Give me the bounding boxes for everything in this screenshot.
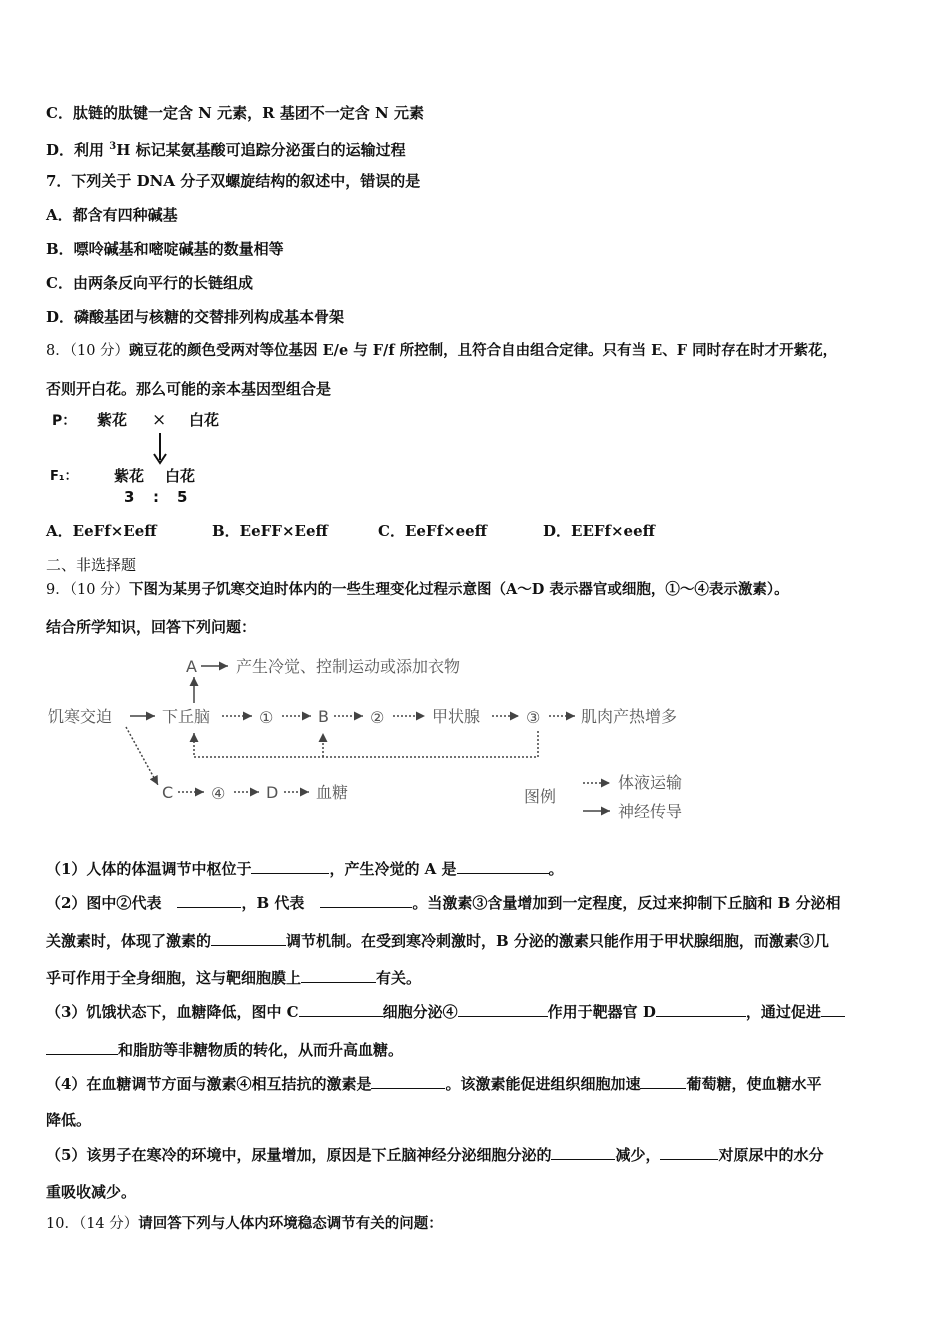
node-hypothalamus: 下丘脑 (162, 707, 211, 726)
cross-p-label: P： (52, 413, 77, 429)
node-d: D (266, 783, 279, 802)
q9-stem-line2: 结合所学知识，回答下列问题： (46, 618, 257, 636)
q8-option-a: A．EeFf×Eeff (46, 522, 157, 540)
q8-option-c: C．EeFf×eeff (378, 522, 487, 540)
q9-stem-line1: 9．（10 分）下图为某男子饥寒交迫时体内的一些生理变化过程示意图（A～D 表示器官或细胞，①～④表示激素）。 (46, 581, 789, 598)
q8-option-d: D．EEFf×eeff (543, 522, 655, 540)
cross-ratio-right: 5 (177, 488, 188, 506)
q9-sub2-line3: 乎可作用于全身细胞，这与靶细胞膜上 有关。 (46, 969, 422, 987)
answer-blank[interactable] (299, 1002, 383, 1017)
cross-p-purple: 紫花 (97, 411, 128, 429)
answer-blank[interactable] (371, 1074, 445, 1089)
node-thyroid: 甲状腺 (432, 707, 481, 726)
answer-blank[interactable] (46, 1040, 118, 1055)
answer-blank[interactable] (458, 1002, 548, 1017)
section-heading: 二、非选择题 (46, 556, 137, 574)
q7-option-c: C．由两条反向平行的长链组成 (46, 274, 253, 292)
hormone-4: ④ (211, 784, 226, 803)
answer-blank[interactable] (640, 1074, 686, 1089)
cross-f1-purple: 紫花 (114, 467, 145, 485)
cross-f1-white: 白花 (165, 467, 196, 485)
node-b: B (318, 707, 329, 726)
hormone-1: ① (259, 708, 274, 727)
answer-blank[interactable] (821, 1002, 845, 1017)
q6-option-c: C．肽链的肽键一定含 N 元素，R 基团不一定含 N 元素 (46, 104, 424, 122)
q7-option-d: D．磷酸基团与核糖的交替排列构成基本骨架 (46, 308, 345, 326)
q6-option-d: D．利用 $^3$H 标记某氨基酸可追踪分泌蛋白的运输过程 (46, 141, 406, 159)
q7-stem: 7．下列关于 DNA 分子双螺旋结构的叙述中，错误的是 (46, 172, 421, 190)
q8-stem-line2: 否则开白花。那么可能的亲本基因型组合是 (46, 380, 332, 398)
q9-sub5-line2: 重吸收减少。 (46, 1183, 137, 1201)
hormone-3: ③ (526, 708, 541, 727)
q9-sub2-line1: （2）图中②代表 ，B 代表 。当激素③含量增加到一定程度，反过来抑制下丘脑和 B 分泌相 (46, 894, 841, 912)
node-c: C (162, 783, 174, 802)
q7-option-b: B．嘌呤碱基和嘧啶碱基的数量相等 (46, 240, 284, 258)
cross-ratio-left: 3 (124, 488, 135, 506)
answer-blank[interactable] (301, 968, 376, 983)
q9-sub4-line1: （4）在血糖调节方面与激素④相互拮抗的激素是 。该激素能促进组织细胞加速 葡萄糖，使血糖水平 (46, 1075, 822, 1093)
answer-blank[interactable] (551, 1145, 615, 1160)
answer-blank[interactable] (660, 1145, 718, 1160)
hormone-2: ② (370, 708, 385, 727)
q9-regulation-diagram (0, 645, 950, 835)
answer-blank[interactable] (251, 859, 329, 874)
answer-blank[interactable] (320, 893, 412, 908)
q7-option-a: A．都含有四种碱基 (46, 206, 178, 224)
cross-times-sign: × (152, 410, 167, 430)
q8-stem-line1: 8．（10 分）豌豆花的颜色受两对等位基因 E/e 与 F/f 所控制，且符合自由组合定律。只有当 E、F 同时存在时才开紫花， (46, 342, 838, 359)
cross-ratio-colon: : (153, 488, 159, 506)
answer-blank[interactable] (656, 1002, 746, 1017)
q9-sub5-line1: （5）该男子在寒冷的环境中，尿量增加，原因是下丘脑神经分泌细胞分泌的 减少， 对原尿中的水分 (46, 1146, 824, 1164)
q10-stem: 10．（14 分）请回答下列与人体内环境稳态调节有关的问题： (46, 1215, 443, 1232)
a-result: 产生冷觉、控制运动或添加衣物 (236, 657, 461, 676)
q9-sub1: （1）人体的体温调节中枢位于 ，产生冷觉的 A 是 。 (46, 860, 564, 878)
answer-blank[interactable] (211, 931, 286, 946)
node-start: 饥寒交迫 (48, 707, 113, 726)
q9-sub3-line1: （3）饥饿状态下，血糖降低，图中 C 细胞分泌④ 作用于靶器官 D ，通过促进 (46, 1002, 845, 1022)
node-glucose: 血糖 (316, 783, 349, 802)
node-muscle: 肌肉产热增多 (581, 707, 678, 726)
node-a: A (186, 657, 197, 676)
answer-blank[interactable] (177, 893, 241, 908)
q9-sub2-line2: 关激素时，体现了激素的 调节机制。在受到寒冷刺激时，B 分泌的激素只能作用于甲状腺细胞，而激素③几 (46, 932, 829, 950)
cross-p-white: 白花 (189, 411, 220, 429)
cross-f1-label: F₁： (50, 469, 78, 484)
legend-fluid-label: 体液运输 (618, 773, 683, 792)
q9-sub4-line2: 降低。 (46, 1111, 92, 1129)
answer-blank[interactable] (457, 859, 549, 874)
cross-down-arrow-icon (150, 432, 170, 466)
q9-sub3-line2: 和脂肪等非糖物质的转化，从而升高血糖。 (46, 1040, 403, 1060)
legend-title: 图例 (524, 787, 557, 806)
q8-option-b: B．EeFF×Eeff (212, 522, 328, 540)
legend-nerve-label: 神经传导 (618, 802, 683, 821)
